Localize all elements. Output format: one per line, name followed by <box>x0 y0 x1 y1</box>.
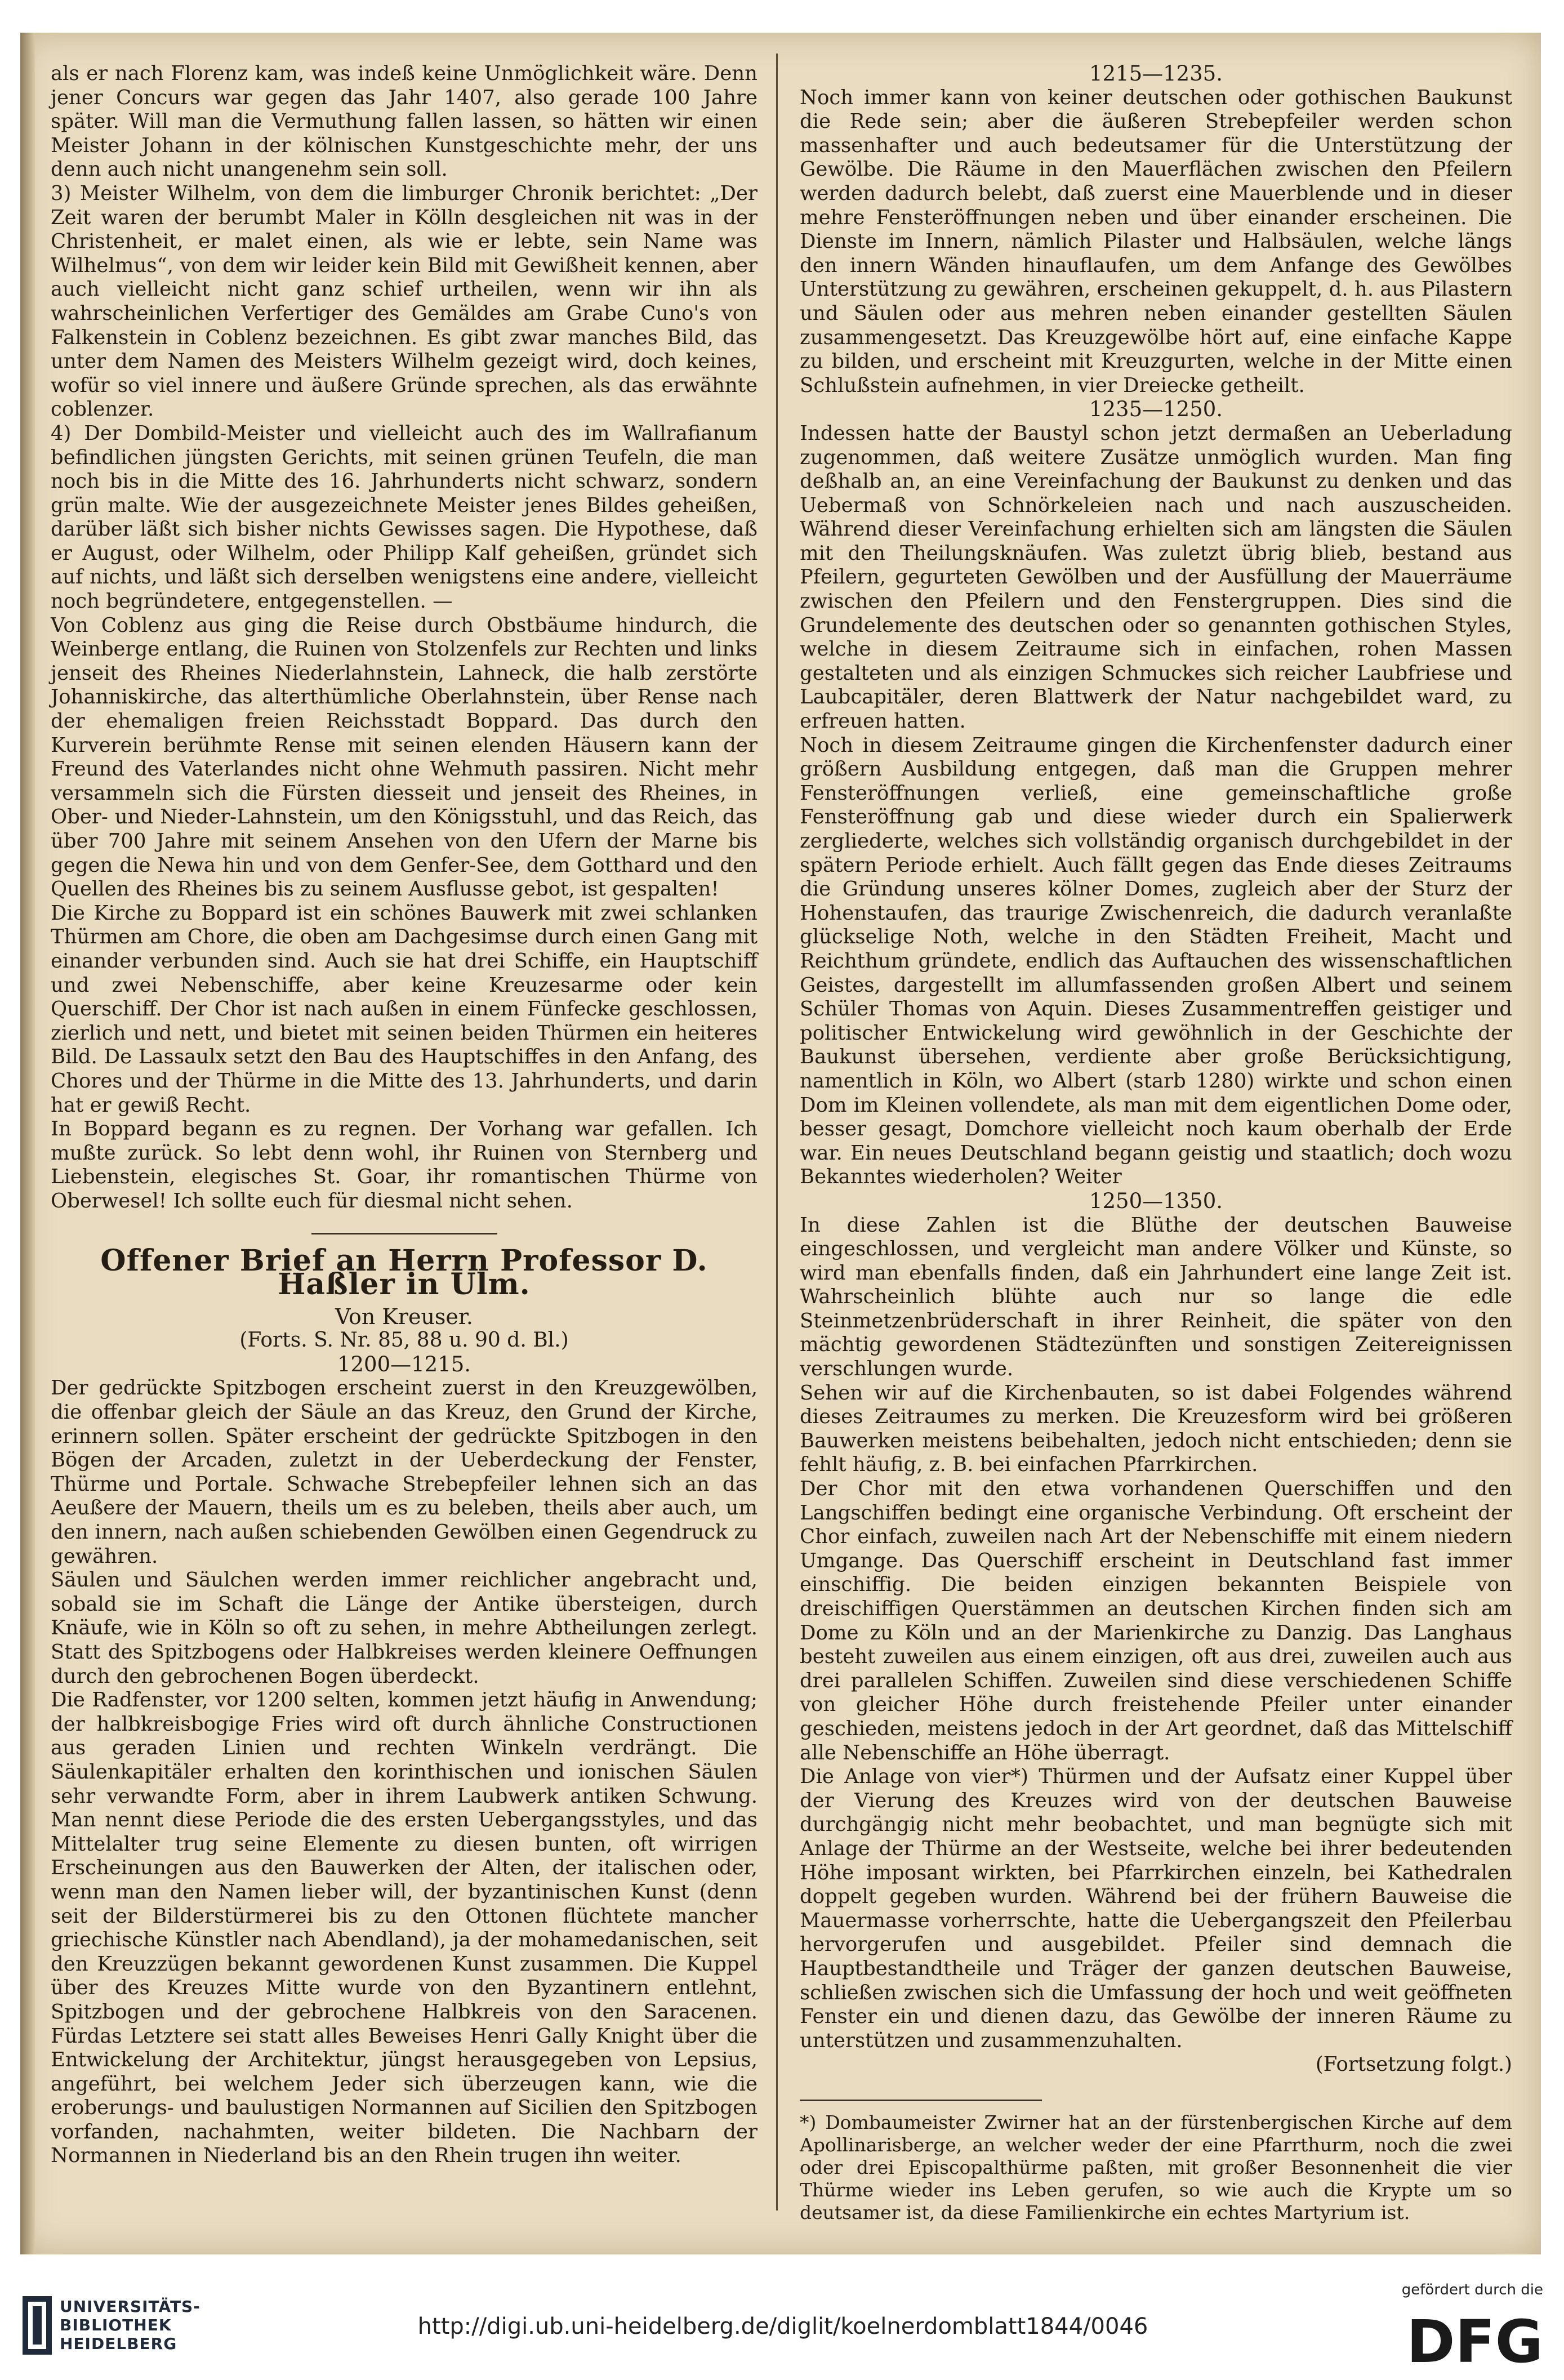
paragraph: In diese Zahlen ist die Blüthe der deutschen Bauweise eingeschlossen, und vergleicht man andere Völker und Künste, so wird man ebenfalls finden, daß ein Jahrhundert eine lange Zeit ist. Wahrscheinlich blühte auch nur so lange die edle Steinmetzenbrüderschaft in ihrer Reinheit, die später von den mächtig gewordenen Städtezünften und sonstigen Zeitereignissen verschlungen wurde. <box>800 1213 1512 1381</box>
paragraph: als er nach Florenz kam, was indeß keine Unmöglichkeit wäre. Denn jener Concurs war gegen das Jahr 1407, also gerade 100 Jahre später. Will man die Vermuthung fallen lassen, so hätten wir einen Meister Johann in der kölnischen Kunstgeschichte mehr, der uns denn auch nicht unangenehm sein soll. <box>51 62 758 181</box>
section-heading: 1250—1350. <box>1089 1188 1223 1213</box>
article-author: Von Kreuser. <box>335 1304 473 1329</box>
paragraph: Noch immer kann von keiner deutschen oder gothischen Baukunst die Rede sein; aber die äußeren Strebepfeiler werden schon massenhafter und auch bedeutsamer für die Unterstützung der Gewölbe. Die Räume in den Mauerflächen zwischen den Pfeilern werden dadurch belebt, daß zuerst eine Mauerblende und in dieser mehre Fensteröffnungen neben und über einander erscheinen. Die Dienste im Innern, nämlich Pilaster und Halbsäulen, welche längs den innern Wänden hinauflaufen, um dem Anfange des Gewölbes Unterstützung zu gewähren, erscheinen gekuppelt, d. h. aus Pilastern und Säulen oder aus mehren neben einander gestellten Säulen zusammengesetzt. Das Kreuzgewölbe hört auf, eine einfache Kappe zu bilden, und erscheint mit Kreuzgurten, welche in der Mitte einen Schlußstein aufnehmen, in vier Dreiecke getheilt. <box>800 86 1512 397</box>
continuation-note: (Forts. S. Nr. 85, 88 u. 90 d. Bl.) <box>239 1329 569 1352</box>
paragraph: 4) Der Dombild-Meister und vielleicht auch des im Wallrafianum befindlichen jüngsten Gerichts, mit seinen grünen Teufeln, die man noch bis in die Mitte des 16. Jahrhunderts nicht schwarz, sondern grün malte. Wie der ausgezeichnete Meister jenes Bildes geheißen, darüber läßt sich bisher nichts Gewisses sagen. Die Hypothese, daß er August, oder Wilhelm, oder Philipp Kalf geheißen, gründet sich auf nichts, und läßt sich derselben wenigstens eine andere, vielleicht noch begründetere, entgegenstellen. — <box>51 421 758 613</box>
section-heading: 1200—1215. <box>337 1352 471 1376</box>
paragraph: Indessen hatte der Baustyl schon jetzt dermaßen an Ueberladung zugenommen, daß weitere Zusätze unmöglich wurden. Man fing deßhalb an, an eine Vereinfachung der Baukunst zu denken und das Uebermaß von Schnörkeleien nach und nach auszuscheiden. Während dieser Vereinfachung erhielten sich am längsten die Säulen mit den Theilungsknäufen. Was zuletzt übrig blieb, bestand aus Pfeilern, gegurteten Gewölben und der Ausfüllung der Mauerräume zwischen den Pfeilern und den Fenstergruppen. Dies sind die Grundelemente des deutschen oder so genannten gothischen Styles, welche in diesem Zeitraume sich in einfachen, rohen Massen gestalteten und als einzigen Schmuckes sich reicher Laubfriese und Laubcapitäler, deren Blattwerk der Natur nachgebildet ward, zu erfreuen hatten. <box>800 421 1512 733</box>
university-library-logo[interactable] <box>23 2294 200 2361</box>
paragraph: Sehen wir auf die Kirchenbauten, so ist dabei Folgendes während dieses Zeitraumes zu merken. Die Kreuzesform wird bei größeren Bauwerken meistens beibehalten, jedoch nicht entschieden; denn sie fehlt häufig, z. B. bei einfachen Pfarrkirchen. <box>800 1381 1512 1477</box>
section-heading: 1215—1235. <box>1089 61 1223 86</box>
paragraph: In Boppard begann es zu regnen. Der Vorhang war gefallen. Ich mußte zurück. So lebt denn wohl, ihr Ruinen von Sternberg und Liebenstein, elegisches St. Goar, ihr romantischen Thürme von Oberwesel! Ich sollte euch für diesmal nicht sehen. <box>51 1117 758 1213</box>
paragraph: Die Anlage von vier*) Thürmen und der Aufsatz einer Kuppel über der Vierung des Kreuzes wird von der deutschen Bauweise durchgängig nicht mehr beobachtet, und man begnügte sich mit Anlage der Thürme an der Westseite, welche bei ihrer bedeutenden Höhe imposant wirkten, bei Pfarrkirchen einzeln, bei Kathedralen doppelt gegeben wurden. Während bei der frühern Bauweise die Mauermasse vorherrschte, hatte die Uebergangszeit den Pfeilerbau hervorgerufen und ausgebildet. Pfeiler sind demnach die Hauptbestandtheile und Träger der ganzen deutschen Bauweise, schließen zwischen sich die Umfassung der hoch und weit geöffneten Fenster ein und dienen dazu, das Gewölbe der inneren Räume zu unterstützen und zusammenzuhalten. <box>800 1765 1512 2052</box>
left-column <box>51 62 758 2168</box>
source-url-link[interactable]: http://digi.ub.uni-heidelberg.de/diglit/koelnerdomblatt1844/0046 <box>417 2314 1148 2339</box>
continuation-signature: (Fortsetzung folgt.) <box>1315 2053 1512 2076</box>
paragraph: Säulen und Säulchen werden immer reichlicher angebracht und, sobald sie im Schaft die Länge der Antike übersteigen, durch Knäufe, wie in Köln so oft zu sehen, in mehre Abtheilungen zerlegt. Statt des Spitzbogens oder Halbkreises werden kleinere Oeffnungen durch den gebrochenen Bogen überdeckt. <box>51 1568 758 1688</box>
library-logo-icon <box>23 2296 52 2355</box>
section-separator <box>311 1233 497 1234</box>
footnote: *) Dombaumeister Zwirner hat an der fürstenbergischen Kirche auf dem Apollinarisberge, an welcher weder der eine Pfarrthurm, noch die zwei oder drei Episcopalthürme paßten, mit großer Besonnenheit die vier Thürme wieder ins Leben gerufen, so wie auch die Krypte um so deutsamer ist, da diese Familienkirche ein echtes Martyrium ist. <box>800 2111 1512 2223</box>
library-name <box>60 2297 200 2353</box>
paragraph: Der Chor mit den etwa vorhandenen Querschiffen und den Langschiffen bedingt eine organische Verbindung. Oft erscheint der Chor einfach, zuweilen nach Art der Nebenschiffe mit einem niedern Umgange. Das Querschiff erscheint in Deutschland fast immer einschiffig. Die beiden einzigen bekannten Beispiele von dreischiffigen Querstämmen an deutschen Kirchen finden sich am Dome zu Köln und an der Marienkirche zu Danzig. Das Langhaus besteht zuweilen aus einem einzigen, oft aus drei, zuweilen auch aus drei parallelen Schiffen. Zuweilen sind diese verschiedenen Schiffe von gleicher Höhe durch freistehende Pfeiler unter einander geschieden, meistens jedoch in der Art geordnet, daß das Mittelschiff alle Nebenschiffe an Höhe überragt. <box>800 1477 1512 1764</box>
library-name-line: HEIDELBERG <box>60 2334 177 2353</box>
paragraph: Von Coblenz aus ging die Reise durch Obstbäume hindurch, die Weinberge entlang, die Ruinen von Stolzenfels zur Rechten und links jenseit des Rheines Niederlahnstein, Lahneck, die halb zerstörte Johanniskirche, das alterthümliche Oberlahnstein, über Rense nach der ehemaligen freien Reichsstadt Boppard. Das durch den Kurverein berühmte Rense mit seinen elenden Häusern kann der Freund des Vaterlandes nicht ohne Wehmuth passiren. Nicht mehr versammeln sich die Fürsten diesseit und jenseit des Rheines, in Ober- und Nieder-Lahnstein, um den Königsstuhl, und das Reich, das über 700 Jahre mit seinem Ansehen von den Ufern der Marne bis gegen die Newa hin und von dem Genfer-See, dem Gotthard und den Quellen des Rheines bis zu seinem Ausflusse gebot, ist gespalten! <box>51 613 758 901</box>
library-name-line: BIBLIOTHEK <box>60 2316 172 2334</box>
footnote-separator <box>800 2100 1042 2101</box>
column-divider <box>776 54 778 2210</box>
article-title: Offener Brief an Herrn Professor D. Haßler in Ulm. <box>100 1243 708 1302</box>
right-column <box>800 62 1512 2224</box>
paragraph: Die Kirche zu Boppard ist ein schönes Bauwerk mit zwei schlanken Thürmen am Chore, die oben am Dachgesimse durch einen Gang mit einander verbunden sind. Auch sie hat drei Schiffe, ein Hauptschiff und zwei Nebenschiffe, aber keine Kreuzesarme oder kein Querschiff. Der Chor ist nach außen in einem Fünfecke geschlossen, zierlich und nett, und bietet mit seinen beiden Thürmen ein heiteres Bild. De Lassaulx setzt den Bau des Hauptschiffes in den Anfang, des Chores und der Thürme in die Mitte des 13. Jahrhunderts, und darin hat er gewiß Recht. <box>51 901 758 1117</box>
paragraph: Der gedrückte Spitzbogen erscheint zuerst in den Kreuzgewölben, die offenbar gleich der Säule an das Kreuz, den Grund der Kirche, erinnern sollen. Später erscheint der gedrückte Spitzbogen in den Bögen der Arcaden, zuletzt in der Ueberdeckung der Fenster, Thürme und Portale. Schwache Strebepfeiler lehnen sich an das Aeußere der Mauern, theils um es zu beleben, theils aber auch, um den innern, nach außen schiebenden Gewölben einen Gegendruck zu gewähren. <box>51 1376 758 1568</box>
paragraph: Die Radfenster, vor 1200 selten, kommen jetzt häufig in Anwendung; der halbkreisbogige Fries wird oft durch ähnliche Constructionen aus geraden Linien und rechten Winkeln verdrängt. Die Säulenkapitäler erhalten den korinthischen und ionischen Säulen sehr verwandte Form, aber in ihrem Laubwerk antiken Schwung. Man nennt diese Periode die des ersten Uebergangsstyles, und das Mittelalter trug seine Elemente zu diesen bunten, oft wirrigen Erscheinungen aus den Bauwerken der Alten, der italischen oder, wenn man den Namen lieber will, der byzantinischen Kunst (denn seit der Bilderstürmerei bis zu den Ottonen flüchtete mancher griechische Künstler nach Abendland), ja der mohamedanischen, seit den Kreuzzügen bekannt gewordenen Kunst zusammen. Die Kuppel über des Kreuzes Mitte wurde von den Byzantinern entlehnt, Spitzbogen und der gebrochene Halbkreis von den Saracenen. Fürdas Letztere sei statt alles Beweises Henri Gally Knight über die Entwickelung der Architektur, jüngst herausgegeben von Lepsius, angeführt, bei welchem Jeder sich überzeugen kann, wie die eroberungs- und baulustigen Normannen auf Sicilien den Spitzbogen vorfanden, nachahmten, weiter bildeten. Die Nachbarn der Normannen in Niederland bis an den Rhein trugen ihn weiter. <box>51 1688 758 2168</box>
paragraph: Noch in diesem Zeitraume gingen die Kirchenfenster dadurch einer größern Ausbildung entgegen, daß man die Gruppen mehrer Fensteröffnungen verließ, eine gemeinschaftliche große Fensteröffnung gab und diese wieder durch ein Spalierwerk zergliederte, welches sich vollständig organisch durchgebildet in der spätern Periode erhielt. Auch fällt gegen das Ende dieses Zeitraums die Gründung unseres kölner Domes, zugleich aber der Sturz der Hohenstaufen, das traurige Zwischenreich, die dadurch veranlaßte glückselige Noth, welche in den Städten Freiheit, Macht und Reichthum gründete, endlich das Auftauchen des wissenschaftlichen Geistes, dargestellt im allumfassenden großen Albert und seinem Schüler Thomas von Aquin. Dieses Zusammentreffen geistiger und politischer Entwickelung wird gewöhnlich in der Geschichte der Baukunst übersehen, verdiente aber große Berücksichtigung, namentlich in Köln, wo Albert (starb 1280) wirkte und schon einen Dom im Kleinen vollendete, als man mit dem eigentlichen Dome oder, besser gesagt, Domchore vielleicht noch kaum oberhalb der Erde war. Ein neues Deutschland begann geistig und staatlich; doch wozu Bekanntes wiederholen? Weiter <box>800 733 1512 1189</box>
page-gutter-shadow <box>20 33 35 2254</box>
dfg-logo[interactable] <box>1374 2308 1543 2370</box>
paragraph: 3) Meister Wilhelm, von dem die limburger Chronik berichtet: „Der Zeit waren der berumbt Maler in Kölln desgleichen nit was in der Christenheit, er malet einen, als wie er lebte, sein Name was Wilhelmus“, von dem wir leider kein Bild mit Gewißheit kennen, aber auch vielleicht nicht ganz schief urtheilen, wenn wir ihn als wahrscheinlichen Verfertiger des Gemäldes am Grabe Cuno's von Falkenstein in Coblenz bezeichnen. Es gibt zwar manches Bild, das unter dem Namen des Meisters Wilhelm gezeigt wird, doch keines, wofür so viel innere und äußere Gründe sprechen, als das erwähnte coblenzer. <box>51 181 758 421</box>
section-heading: 1235—1250. <box>1089 397 1223 422</box>
library-name-line: UNIVERSITÄTS- <box>60 2297 200 2316</box>
footer-bar <box>0 2254 1564 2380</box>
funded-by-label: gefördert durch die <box>1401 2281 1543 2298</box>
dfg-logo-text: DFG <box>1406 2308 1543 2370</box>
